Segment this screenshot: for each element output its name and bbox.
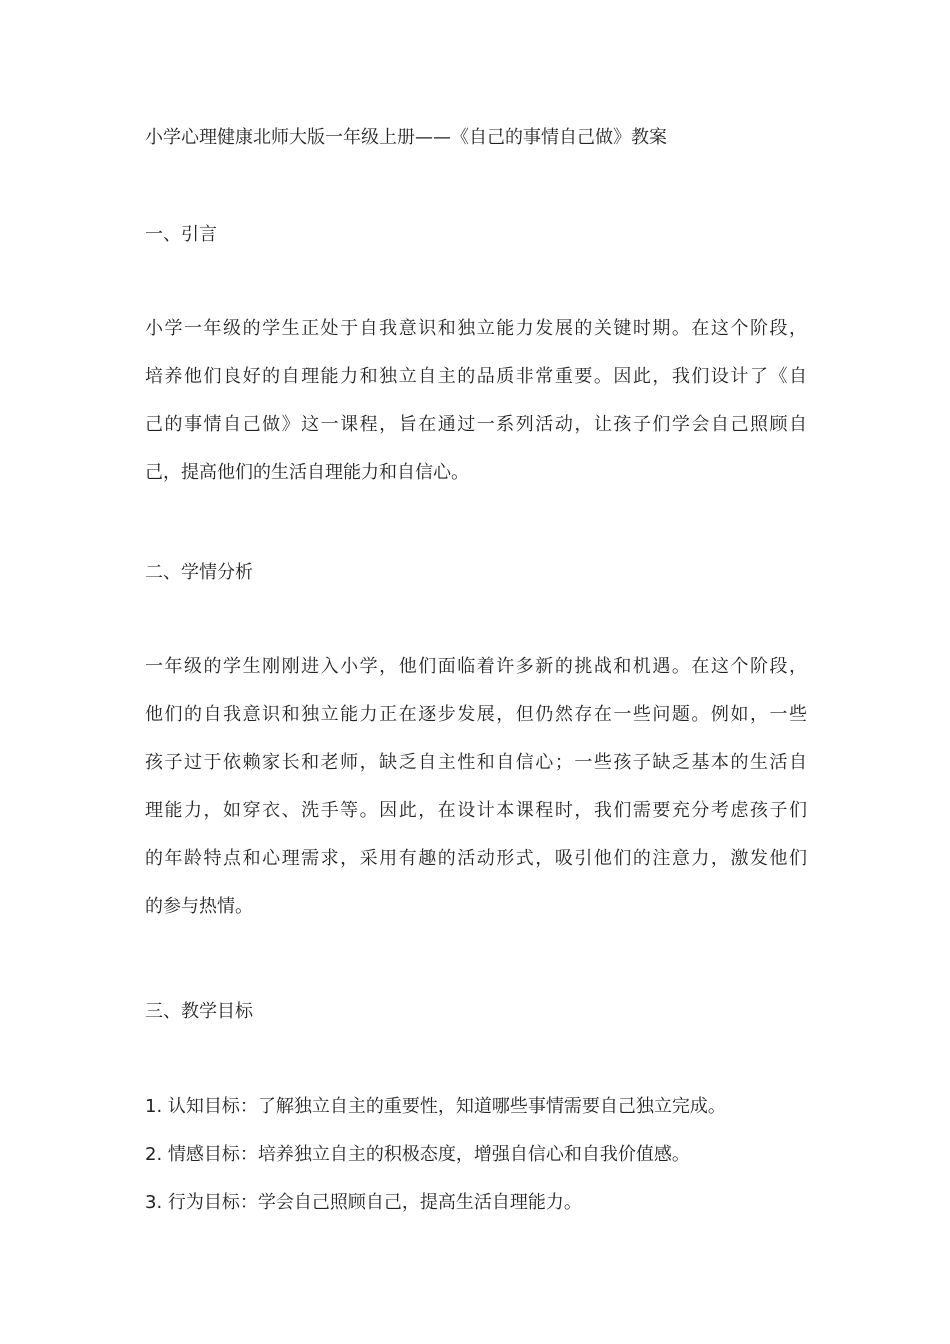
- section-heading-teaching-goals: 三、教学目标: [145, 1001, 253, 1022]
- section-heading-introduction: 一、引言: [145, 224, 217, 245]
- paragraph-line: 他们的自我意识和独立能力正在逐步发展，但仍然存在一些问题。例如，一些: [145, 704, 807, 725]
- list-item: 1. 认知目标：了解独立自主的重要性，知道哪些事情需要自己独立完成。: [145, 1096, 726, 1117]
- paragraph-line: 小学一年级的学生正处于自我意识和独立能力发展的关键时期。在这个阶段，: [145, 318, 807, 339]
- section-paragraph-learner-analysis: [145, 653, 807, 941]
- paragraph-line: 孩子过于依赖家长和老师，缺乏自主性和自信心；一些孩子缺乏基本的生活自: [145, 752, 807, 773]
- list-item: 3. 行为目标：学会自己照顾自己，提高生活自理能力。: [145, 1192, 582, 1213]
- paragraph-line: 己，提高他们的生活自理能力和自信心。: [145, 462, 469, 483]
- paragraph-line: 的参与热情。: [145, 896, 253, 917]
- paragraph-line: 培养他们良好的自理能力和独立自主的品质非常重要。因此，我们设计了《自: [145, 366, 807, 387]
- paragraph-line: 一年级的学生刚刚进入小学，他们面临着许多新的挑战和机遇。在这个阶段，: [145, 656, 807, 677]
- section-heading-learner-analysis: 二、学情分析: [145, 562, 253, 583]
- list-item: 2. 情感目标：培养独立自主的积极态度，增强自信心和自我价值感。: [145, 1144, 690, 1165]
- paragraph-line: 己的事情自己做》这一课程，旨在通过一系列活动，让孩子们学会自己照顾自: [145, 414, 807, 435]
- document-title: 小学心理健康北师大版一年级上册——《自己的事情自己做》教案: [145, 127, 667, 148]
- paragraph-line: 的年龄特点和心理需求，采用有趣的活动形式，吸引他们的注意力，激发他们: [145, 848, 807, 869]
- paragraph-line: 理能力，如穿衣、洗手等。因此，在设计本课程时，我们需要充分考虑孩子们: [145, 800, 807, 821]
- teaching-goals-list: [145, 1093, 726, 1237]
- section-paragraph-introduction: [145, 315, 807, 507]
